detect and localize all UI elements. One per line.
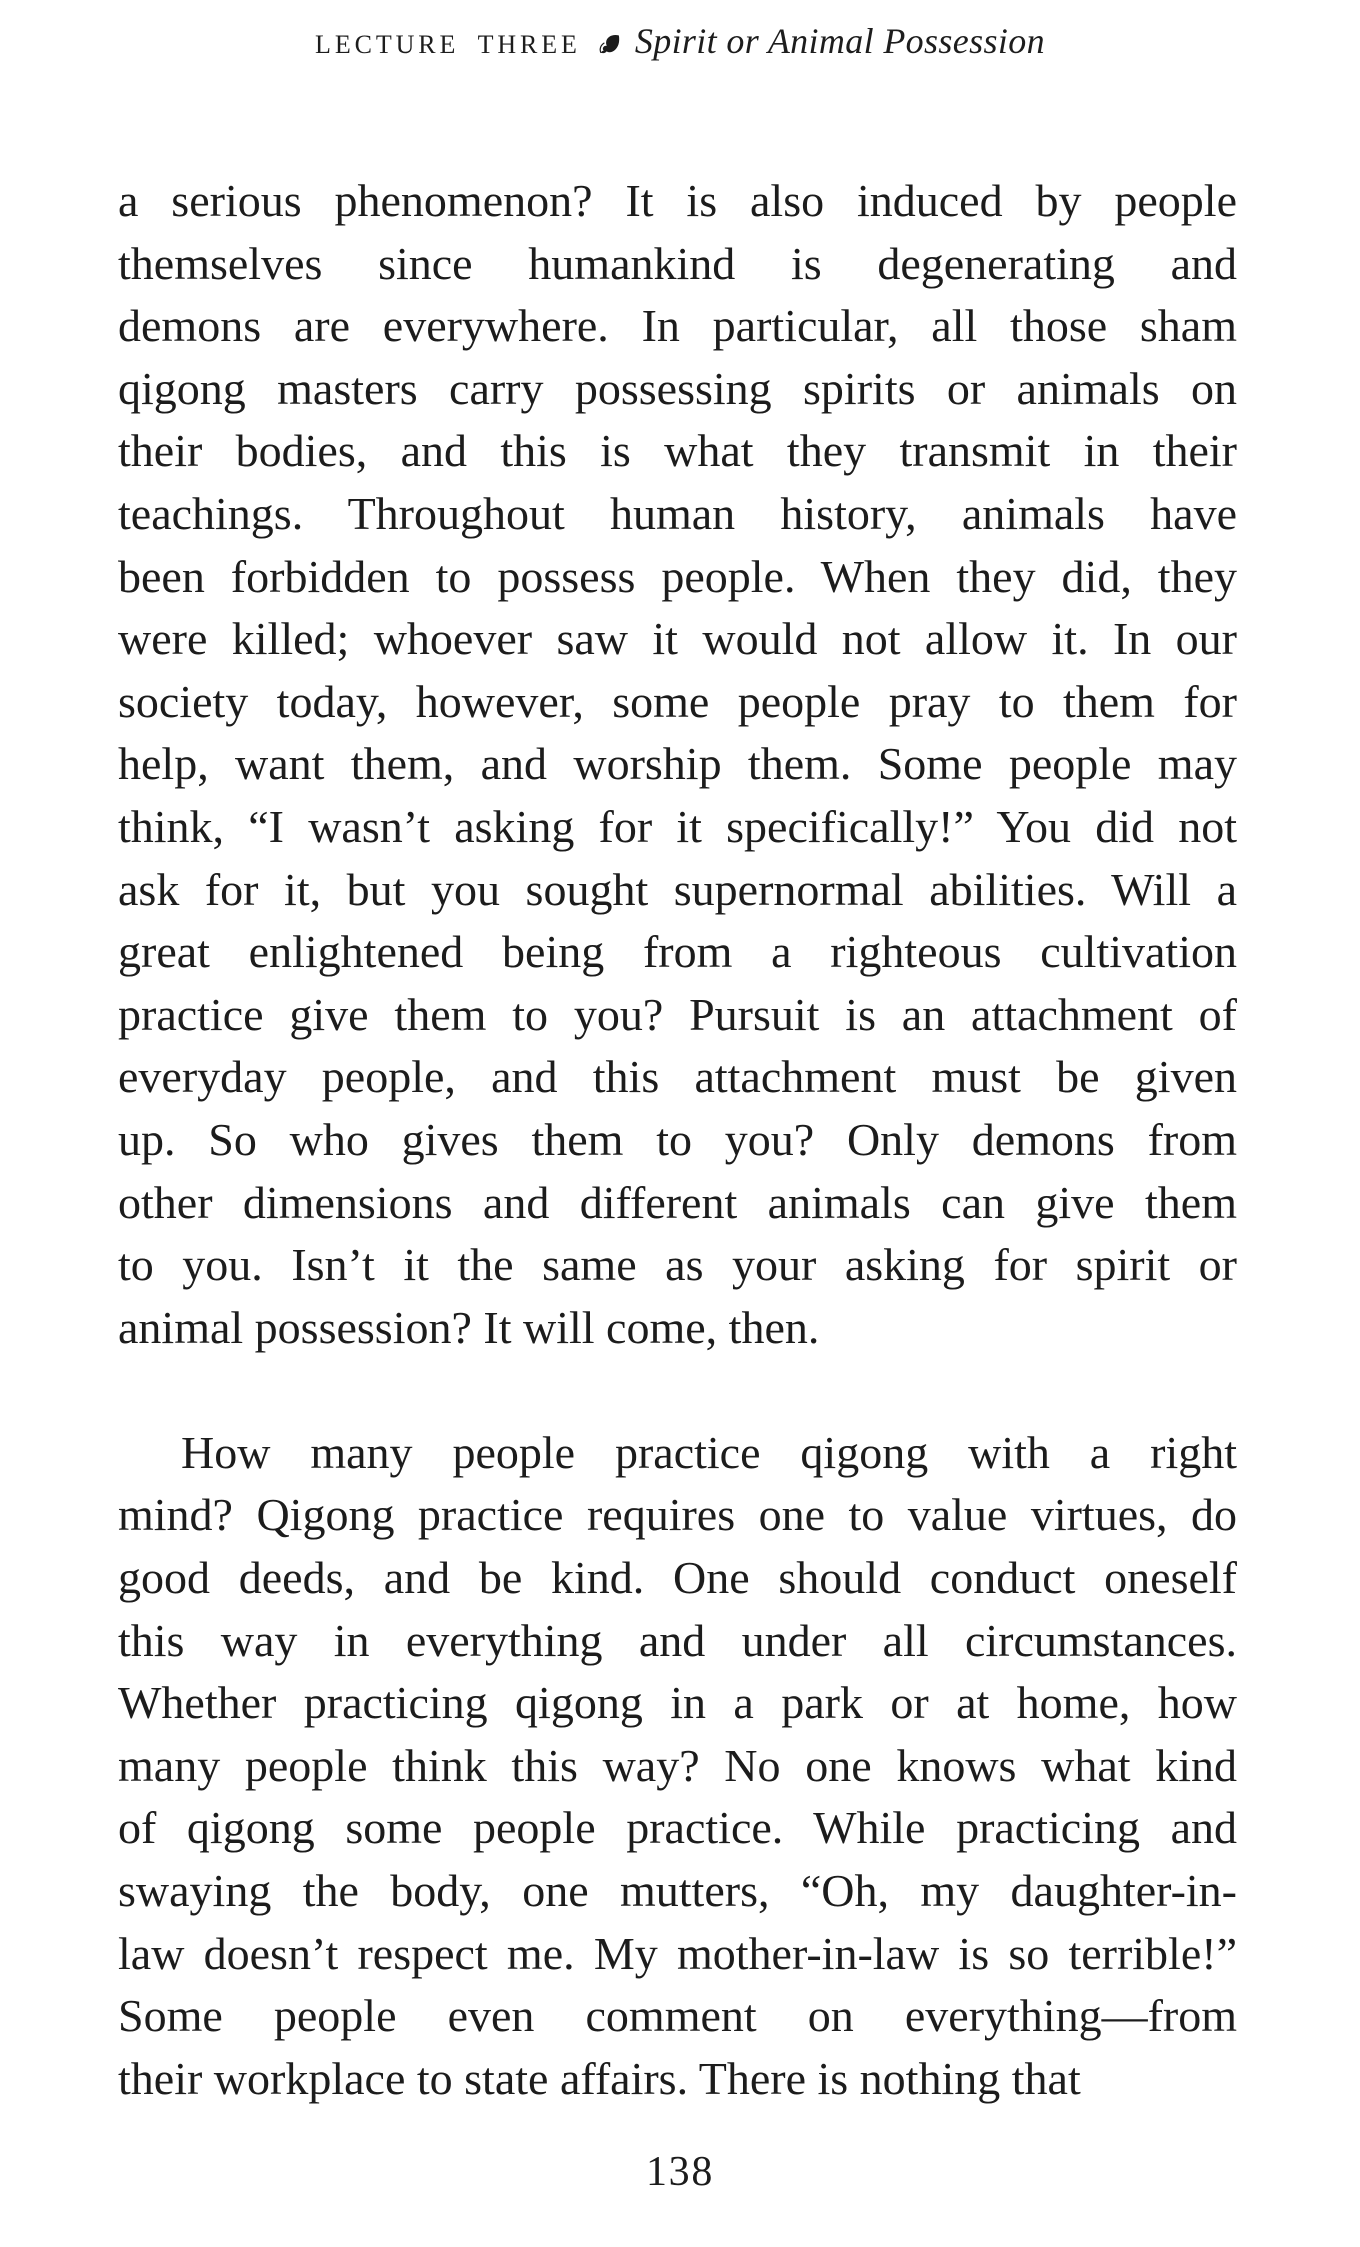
- text-line: Whether practicing qigong in a park or at home, how: [118, 1677, 1237, 1729]
- text-line: qigong masters carry possessing spirits or animals on: [118, 362, 1237, 414]
- text-line: a serious phenomenon? It is also induced by people: [118, 175, 1237, 226]
- text-line: animal possession? It will come, then.: [118, 1301, 820, 1353]
- text-line: everyday people, and this attachment must be given: [118, 1051, 1237, 1103]
- text-line: themselves since humankind is degenerating and: [118, 237, 1237, 289]
- text-line: law doesn’t respect me. My mother-in-law is so terrible!”: [118, 1927, 1237, 1979]
- text-line: practice give them to you? Pursuit is an attachment of: [118, 988, 1237, 1040]
- text-line: other dimensions and different animals can give them: [118, 1176, 1237, 1228]
- text-line: good deeds, and be kind. One should conduct oneself: [118, 1552, 1237, 1604]
- text-line: to you. Isn’t it the same as your asking for spirit or: [118, 1239, 1237, 1291]
- text-line: great enlightened being from a righteous cultivation: [118, 926, 1237, 978]
- text-line: up. So who gives them to you? Only demons from: [118, 1113, 1237, 1165]
- text-line: were killed; whoever saw it would not allow it. In our: [118, 613, 1237, 665]
- text-line: mind? Qigong practice requires one to value virtues, do: [118, 1489, 1237, 1541]
- text-line: been forbidden to possess people. When they did, they: [118, 550, 1237, 602]
- text-line: How many people practice qigong with a right: [181, 1426, 1237, 1478]
- text-line: swaying the body, one mutters, “Oh, my daughter-in-: [118, 1865, 1237, 1917]
- text-line: this way in everything and under all circumstances.: [118, 1614, 1237, 1666]
- text-line: their workplace to state affairs. There is nothing that: [118, 2052, 1081, 2104]
- text-line: demons are everywhere. In particular, all those sham: [118, 300, 1237, 352]
- text-line: many people think this way? No one knows what kind: [118, 1739, 1237, 1791]
- paragraph: [118, 170, 1237, 1359]
- chapter-title: Spirit or Animal Possession: [634, 21, 1045, 61]
- text-line: ask for it, but you sought supernormal abilities. Will a: [118, 863, 1237, 915]
- aldus-leaf-icon: [598, 33, 622, 59]
- text-line: their bodies, and this is what they transmit in their: [118, 425, 1237, 477]
- text-line: teachings. Throughout human history, animals have: [118, 487, 1237, 539]
- page-number: 138: [645, 2149, 715, 2195]
- lecture-number-label: LECTURE THREE: [315, 30, 581, 59]
- paragraph: [118, 1422, 1237, 2111]
- body-text: [118, 170, 1237, 2110]
- text-line: think, “I wasn’t asking for it specifically!” You did not: [118, 800, 1237, 852]
- text-line: Some people even comment on everything—from: [118, 1990, 1237, 2042]
- running-header: [0, 20, 1360, 62]
- text-line: society today, however, some people pray to them for: [118, 675, 1237, 727]
- text-line: help, want them, and worship them. Some people may: [118, 738, 1237, 790]
- text-line: of qigong some people practice. While practicing and: [118, 1802, 1237, 1854]
